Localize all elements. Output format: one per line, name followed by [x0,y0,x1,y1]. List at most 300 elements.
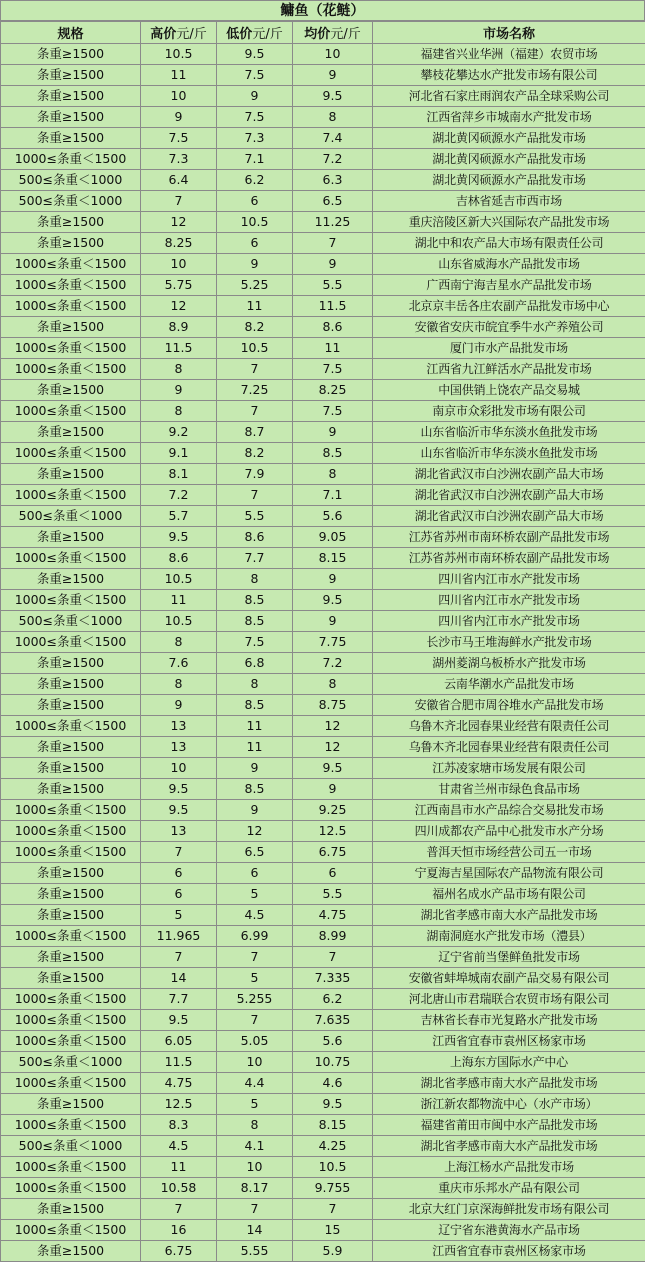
cell-avg-price: 10.75 [293,1052,373,1073]
cell-high-price: 10.58 [141,1178,217,1199]
cell-market: 江西省九江鲜活水产品批发市场 [373,359,645,380]
cell-high-price: 8.6 [141,548,217,569]
cell-market: 山东省威海水产品批发市场 [373,254,645,275]
table-row [1,947,645,968]
header-spec: 规格 [1,22,141,44]
cell-avg-price: 5.5 [293,884,373,905]
cell-market: 北京大红门京深海鲜批发市场有限公司 [373,1199,645,1220]
cell-low-price: 6.2 [217,170,293,191]
cell-spec: 条重≥1500 [1,464,141,485]
cell-high-price: 7.5 [141,128,217,149]
table-row [1,233,645,254]
cell-spec: 条重≥1500 [1,1199,141,1220]
cell-high-price: 8.25 [141,233,217,254]
cell-market: 吉林省延吉市西市场 [373,191,645,212]
cell-market: 乌鲁木齐北园春果业经营有限责任公司 [373,737,645,758]
cell-high-price: 6 [141,863,217,884]
table-row [1,548,645,569]
cell-market: 湖州菱湖乌板桥水产批发市场 [373,653,645,674]
cell-high-price: 8.3 [141,1115,217,1136]
cell-high-price: 5 [141,905,217,926]
table-row [1,1199,645,1220]
cell-avg-price: 7.75 [293,632,373,653]
cell-low-price: 7.7 [217,548,293,569]
table-row [1,674,645,695]
cell-spec: 条重≥1500 [1,968,141,989]
cell-low-price: 8.5 [217,779,293,800]
cell-high-price: 6.4 [141,170,217,191]
cell-spec: 500≤条重＜1000 [1,1052,141,1073]
cell-avg-price: 5.6 [293,1031,373,1052]
table-row [1,611,645,632]
table-row [1,1094,645,1115]
cell-low-price: 6 [217,191,293,212]
cell-market: 北京京丰岳各庄农副产品批发市场中心 [373,296,645,317]
cell-high-price: 9.2 [141,422,217,443]
cell-market: 安徽省合肥市周谷堆水产品批发市场 [373,695,645,716]
cell-spec: 1000≤条重＜1500 [1,989,141,1010]
cell-high-price: 5.7 [141,506,217,527]
cell-low-price: 5 [217,884,293,905]
cell-market: 湖北省武汉市白沙洲农副产品大市场 [373,464,645,485]
cell-low-price: 7 [217,485,293,506]
cell-avg-price: 7.1 [293,485,373,506]
cell-avg-price: 6.3 [293,170,373,191]
cell-high-price: 11 [141,590,217,611]
cell-spec: 1000≤条重＜1500 [1,1220,141,1241]
cell-low-price: 5.255 [217,989,293,1010]
cell-high-price: 6.75 [141,1241,217,1262]
cell-market: 湖北中和农产品大市场有限责任公司 [373,233,645,254]
cell-market: 重庆涪陵区新大兴国际农产品批发市场 [373,212,645,233]
table-row [1,422,645,443]
cell-avg-price: 12 [293,716,373,737]
cell-spec: 条重≥1500 [1,569,141,590]
cell-spec: 条重≥1500 [1,380,141,401]
cell-market: 安徽省蚌埠城南农副产品交易有限公司 [373,968,645,989]
cell-spec: 条重≥1500 [1,317,141,338]
table-row [1,800,645,821]
cell-low-price: 7 [217,947,293,968]
table-row [1,485,645,506]
table-row [1,863,645,884]
cell-avg-price: 8.5 [293,443,373,464]
table-row [1,44,645,65]
cell-low-price: 5.05 [217,1031,293,1052]
cell-market: 福建省兴业华洲（福建）农贸市场 [373,44,645,65]
cell-high-price: 9 [141,380,217,401]
cell-avg-price: 9 [293,611,373,632]
cell-market: 湖北省孝感市南大水产品批发市场 [373,1136,645,1157]
cell-avg-price: 5.6 [293,506,373,527]
table-row [1,1073,645,1094]
cell-avg-price: 8.15 [293,548,373,569]
cell-spec: 1000≤条重＜1500 [1,590,141,611]
cell-market: 南京市众彩批发市场有限公司 [373,401,645,422]
table-row [1,1115,645,1136]
cell-high-price: 9.5 [141,1010,217,1031]
cell-low-price: 8.7 [217,422,293,443]
cell-low-price: 6.8 [217,653,293,674]
cell-high-price: 11.965 [141,926,217,947]
table-row [1,590,645,611]
cell-spec: 1000≤条重＜1500 [1,359,141,380]
cell-high-price: 4.75 [141,1073,217,1094]
cell-high-price: 7.2 [141,485,217,506]
table-row [1,716,645,737]
cell-high-price: 8.1 [141,464,217,485]
table-row [1,737,645,758]
cell-low-price: 7.1 [217,149,293,170]
table-row [1,65,645,86]
cell-market: 宁夏海吉星国际农产品物流有限公司 [373,863,645,884]
cell-low-price: 8 [217,674,293,695]
cell-market: 江苏省苏州市南环桥农副产品批发市场 [373,548,645,569]
table-row [1,653,645,674]
cell-low-price: 9 [217,254,293,275]
cell-market: 四川成都农产品中心批发市水产分场 [373,821,645,842]
cell-avg-price: 5.9 [293,1241,373,1262]
cell-high-price: 12 [141,212,217,233]
cell-avg-price: 8.6 [293,317,373,338]
cell-avg-price: 9.25 [293,800,373,821]
cell-high-price: 11 [141,65,217,86]
cell-market: 河北省石家庄雨润农产品全球采购公司 [373,86,645,107]
cell-market: 江苏凌家塘市场发展有限公司 [373,758,645,779]
table-row [1,506,645,527]
cell-market: 江苏省苏州市南环桥农副产品批发市场 [373,527,645,548]
cell-spec: 1000≤条重＜1500 [1,443,141,464]
table-row [1,1136,645,1157]
cell-avg-price: 11.25 [293,212,373,233]
table-row [1,380,645,401]
table-row [1,1220,645,1241]
table-row [1,275,645,296]
cell-high-price: 10 [141,86,217,107]
cell-avg-price: 7.5 [293,359,373,380]
cell-low-price: 8.2 [217,443,293,464]
cell-spec: 1000≤条重＜1500 [1,485,141,506]
cell-high-price: 7.6 [141,653,217,674]
cell-market: 湖北省孝感市南大水产品批发市场 [373,1073,645,1094]
cell-high-price: 13 [141,821,217,842]
cell-low-price: 7.3 [217,128,293,149]
cell-avg-price: 9.5 [293,1094,373,1115]
table-row [1,254,645,275]
cell-avg-price: 7 [293,947,373,968]
cell-spec: 1000≤条重＜1500 [1,1010,141,1031]
cell-market: 浙江新农都物流中心（水产市场） [373,1094,645,1115]
cell-avg-price: 10.5 [293,1157,373,1178]
table-row [1,191,645,212]
cell-spec: 条重≥1500 [1,44,141,65]
table-row [1,1241,645,1262]
table-row [1,128,645,149]
cell-avg-price: 12 [293,737,373,758]
table-row [1,107,645,128]
header-low-price: 低价元/斤 [217,22,293,44]
cell-high-price: 4.5 [141,1136,217,1157]
cell-avg-price: 8 [293,674,373,695]
cell-low-price: 7 [217,1010,293,1031]
cell-market: 攀枝花攀达水产批发市场有限公司 [373,65,645,86]
cell-high-price: 6.05 [141,1031,217,1052]
cell-avg-price: 9.05 [293,527,373,548]
cell-high-price: 5.75 [141,275,217,296]
cell-spec: 条重≥1500 [1,86,141,107]
cell-low-price: 5.55 [217,1241,293,1262]
table-row [1,1031,645,1052]
cell-high-price: 7 [141,842,217,863]
header-row [1,22,645,44]
cell-spec: 条重≥1500 [1,947,141,968]
cell-market: 山东省临沂市华东淡水鱼批发市场 [373,443,645,464]
table-row [1,779,645,800]
cell-high-price: 10.5 [141,569,217,590]
table-row [1,359,645,380]
cell-market: 辽宁省东港黄海水产品市场 [373,1220,645,1241]
cell-low-price: 9 [217,758,293,779]
cell-market: 湖北省武汉市白沙洲农副产品大市场 [373,485,645,506]
table-row [1,317,645,338]
cell-avg-price: 6.5 [293,191,373,212]
table-row [1,1010,645,1031]
cell-market: 中国供销上饶农产品交易城 [373,380,645,401]
cell-low-price: 5 [217,968,293,989]
cell-spec: 1000≤条重＜1500 [1,926,141,947]
cell-low-price: 10 [217,1157,293,1178]
cell-avg-price: 15 [293,1220,373,1241]
cell-low-price: 8 [217,1115,293,1136]
cell-avg-price: 7.2 [293,653,373,674]
cell-spec: 1000≤条重＜1500 [1,1031,141,1052]
cell-avg-price: 7.2 [293,149,373,170]
cell-low-price: 8.5 [217,590,293,611]
cell-high-price: 8 [141,632,217,653]
table-row [1,632,645,653]
cell-spec: 条重≥1500 [1,107,141,128]
cell-spec: 条重≥1500 [1,233,141,254]
cell-spec: 1000≤条重＜1500 [1,149,141,170]
header-market: 市场名称 [373,22,645,44]
cell-avg-price: 7.335 [293,968,373,989]
cell-low-price: 6 [217,863,293,884]
cell-spec: 条重≥1500 [1,65,141,86]
cell-spec: 条重≥1500 [1,212,141,233]
cell-high-price: 7 [141,947,217,968]
cell-avg-price: 9.5 [293,758,373,779]
cell-high-price: 7 [141,1199,217,1220]
cell-market: 普洱天恒市场经营公司五一市场 [373,842,645,863]
cell-low-price: 5.25 [217,275,293,296]
table-row [1,758,645,779]
cell-avg-price: 9 [293,254,373,275]
table-row [1,821,645,842]
table-row [1,989,645,1010]
cell-spec: 1000≤条重＜1500 [1,716,141,737]
cell-low-price: 5 [217,1094,293,1115]
cell-high-price: 9.1 [141,443,217,464]
cell-avg-price: 8.25 [293,380,373,401]
cell-low-price: 4.1 [217,1136,293,1157]
cell-low-price: 7 [217,401,293,422]
price-table [0,21,645,1262]
cell-low-price: 9 [217,800,293,821]
cell-market: 江西省宜春市袁州区杨家市场 [373,1031,645,1052]
table-row [1,905,645,926]
cell-high-price: 10.5 [141,611,217,632]
cell-high-price: 7.7 [141,989,217,1010]
cell-avg-price: 4.25 [293,1136,373,1157]
cell-spec: 1000≤条重＜1500 [1,254,141,275]
cell-high-price: 8 [141,401,217,422]
cell-high-price: 9.5 [141,800,217,821]
cell-low-price: 12 [217,821,293,842]
cell-avg-price: 6.2 [293,989,373,1010]
cell-spec: 1000≤条重＜1500 [1,1157,141,1178]
cell-low-price: 7 [217,359,293,380]
table-row [1,464,645,485]
cell-low-price: 7.9 [217,464,293,485]
table-row [1,968,645,989]
cell-market: 甘肃省兰州市绿色食品市场 [373,779,645,800]
cell-low-price: 11 [217,716,293,737]
cell-high-price: 9 [141,107,217,128]
cell-low-price: 7.5 [217,65,293,86]
cell-avg-price: 11.5 [293,296,373,317]
cell-avg-price: 9 [293,422,373,443]
cell-market: 湖北黄冈硕源水产品批发市场 [373,149,645,170]
table-row [1,401,645,422]
cell-high-price: 9 [141,695,217,716]
cell-market: 湖北黄冈硕源水产品批发市场 [373,170,645,191]
cell-market: 上海江杨水产品批发市场 [373,1157,645,1178]
cell-spec: 1000≤条重＜1500 [1,338,141,359]
cell-spec: 条重≥1500 [1,905,141,926]
cell-high-price: 14 [141,968,217,989]
cell-avg-price: 12.5 [293,821,373,842]
cell-spec: 500≤条重＜1000 [1,170,141,191]
cell-market: 福州名成水产品市场有限公司 [373,884,645,905]
cell-low-price: 8.2 [217,317,293,338]
cell-spec: 1000≤条重＜1500 [1,296,141,317]
cell-low-price: 10.5 [217,212,293,233]
cell-avg-price: 7.4 [293,128,373,149]
cell-high-price: 10.5 [141,44,217,65]
cell-market: 河北唐山市君瑞联合农贸市场有限公司 [373,989,645,1010]
cell-avg-price: 8 [293,107,373,128]
cell-avg-price: 7.5 [293,401,373,422]
table-row [1,338,645,359]
cell-market: 重庆市乐邦水产品有限公司 [373,1178,645,1199]
cell-avg-price: 9 [293,779,373,800]
cell-avg-price: 9 [293,65,373,86]
cell-spec: 条重≥1500 [1,527,141,548]
table-row [1,296,645,317]
cell-low-price: 4.4 [217,1073,293,1094]
cell-spec: 条重≥1500 [1,422,141,443]
cell-spec: 1000≤条重＜1500 [1,821,141,842]
cell-avg-price: 5.5 [293,275,373,296]
cell-spec: 条重≥1500 [1,758,141,779]
cell-low-price: 6.5 [217,842,293,863]
cell-low-price: 14 [217,1220,293,1241]
cell-spec: 1000≤条重＜1500 [1,548,141,569]
cell-avg-price: 8.15 [293,1115,373,1136]
cell-avg-price: 7 [293,1199,373,1220]
table-row [1,842,645,863]
cell-spec: 500≤条重＜1000 [1,611,141,632]
cell-high-price: 9.5 [141,527,217,548]
table-row [1,170,645,191]
cell-avg-price: 8.99 [293,926,373,947]
cell-market: 山东省临沂市华东淡水鱼批发市场 [373,422,645,443]
cell-market: 上海东方国际水产中心 [373,1052,645,1073]
cell-low-price: 6.99 [217,926,293,947]
cell-market: 江西南昌市水产品综合交易批发市场 [373,800,645,821]
table-row [1,149,645,170]
table-row [1,86,645,107]
cell-market: 乌鲁木齐北园春果业经营有限责任公司 [373,716,645,737]
cell-high-price: 10 [141,254,217,275]
table-row [1,884,645,905]
cell-high-price: 12.5 [141,1094,217,1115]
cell-avg-price: 10 [293,44,373,65]
cell-spec: 500≤条重＜1000 [1,506,141,527]
cell-market: 厦门市水产品批发市场 [373,338,645,359]
table-row [1,695,645,716]
cell-high-price: 9.5 [141,779,217,800]
cell-market: 四川省内江市水产批发市场 [373,569,645,590]
cell-market: 四川省内江市水产批发市场 [373,590,645,611]
cell-high-price: 8.9 [141,317,217,338]
cell-avg-price: 4.75 [293,905,373,926]
cell-spec: 条重≥1500 [1,674,141,695]
cell-avg-price: 9.5 [293,86,373,107]
cell-avg-price: 7.635 [293,1010,373,1031]
cell-low-price: 8.5 [217,611,293,632]
header-high-price: 高价元/斤 [141,22,217,44]
cell-market: 广西南宁海吉星水产品批发市场 [373,275,645,296]
cell-low-price: 6 [217,233,293,254]
cell-market: 四川省内江市水产批发市场 [373,611,645,632]
cell-spec: 1000≤条重＜1500 [1,1178,141,1199]
header-avg-price: 均价元/斤 [293,22,373,44]
cell-spec: 1000≤条重＜1500 [1,1115,141,1136]
cell-high-price: 7 [141,191,217,212]
cell-spec: 条重≥1500 [1,1094,141,1115]
table-row [1,1157,645,1178]
cell-avg-price: 9 [293,569,373,590]
cell-high-price: 7.3 [141,149,217,170]
cell-low-price: 8.5 [217,695,293,716]
cell-high-price: 16 [141,1220,217,1241]
table-row [1,569,645,590]
cell-low-price: 7.25 [217,380,293,401]
cell-spec: 条重≥1500 [1,695,141,716]
cell-spec: 1000≤条重＜1500 [1,401,141,422]
cell-avg-price: 9.5 [293,590,373,611]
cell-low-price: 11 [217,737,293,758]
cell-low-price: 8 [217,569,293,590]
cell-low-price: 8.6 [217,527,293,548]
cell-high-price: 10 [141,758,217,779]
table-row [1,926,645,947]
cell-spec: 1000≤条重＜1500 [1,800,141,821]
cell-spec: 条重≥1500 [1,779,141,800]
cell-high-price: 12 [141,296,217,317]
cell-high-price: 8 [141,674,217,695]
